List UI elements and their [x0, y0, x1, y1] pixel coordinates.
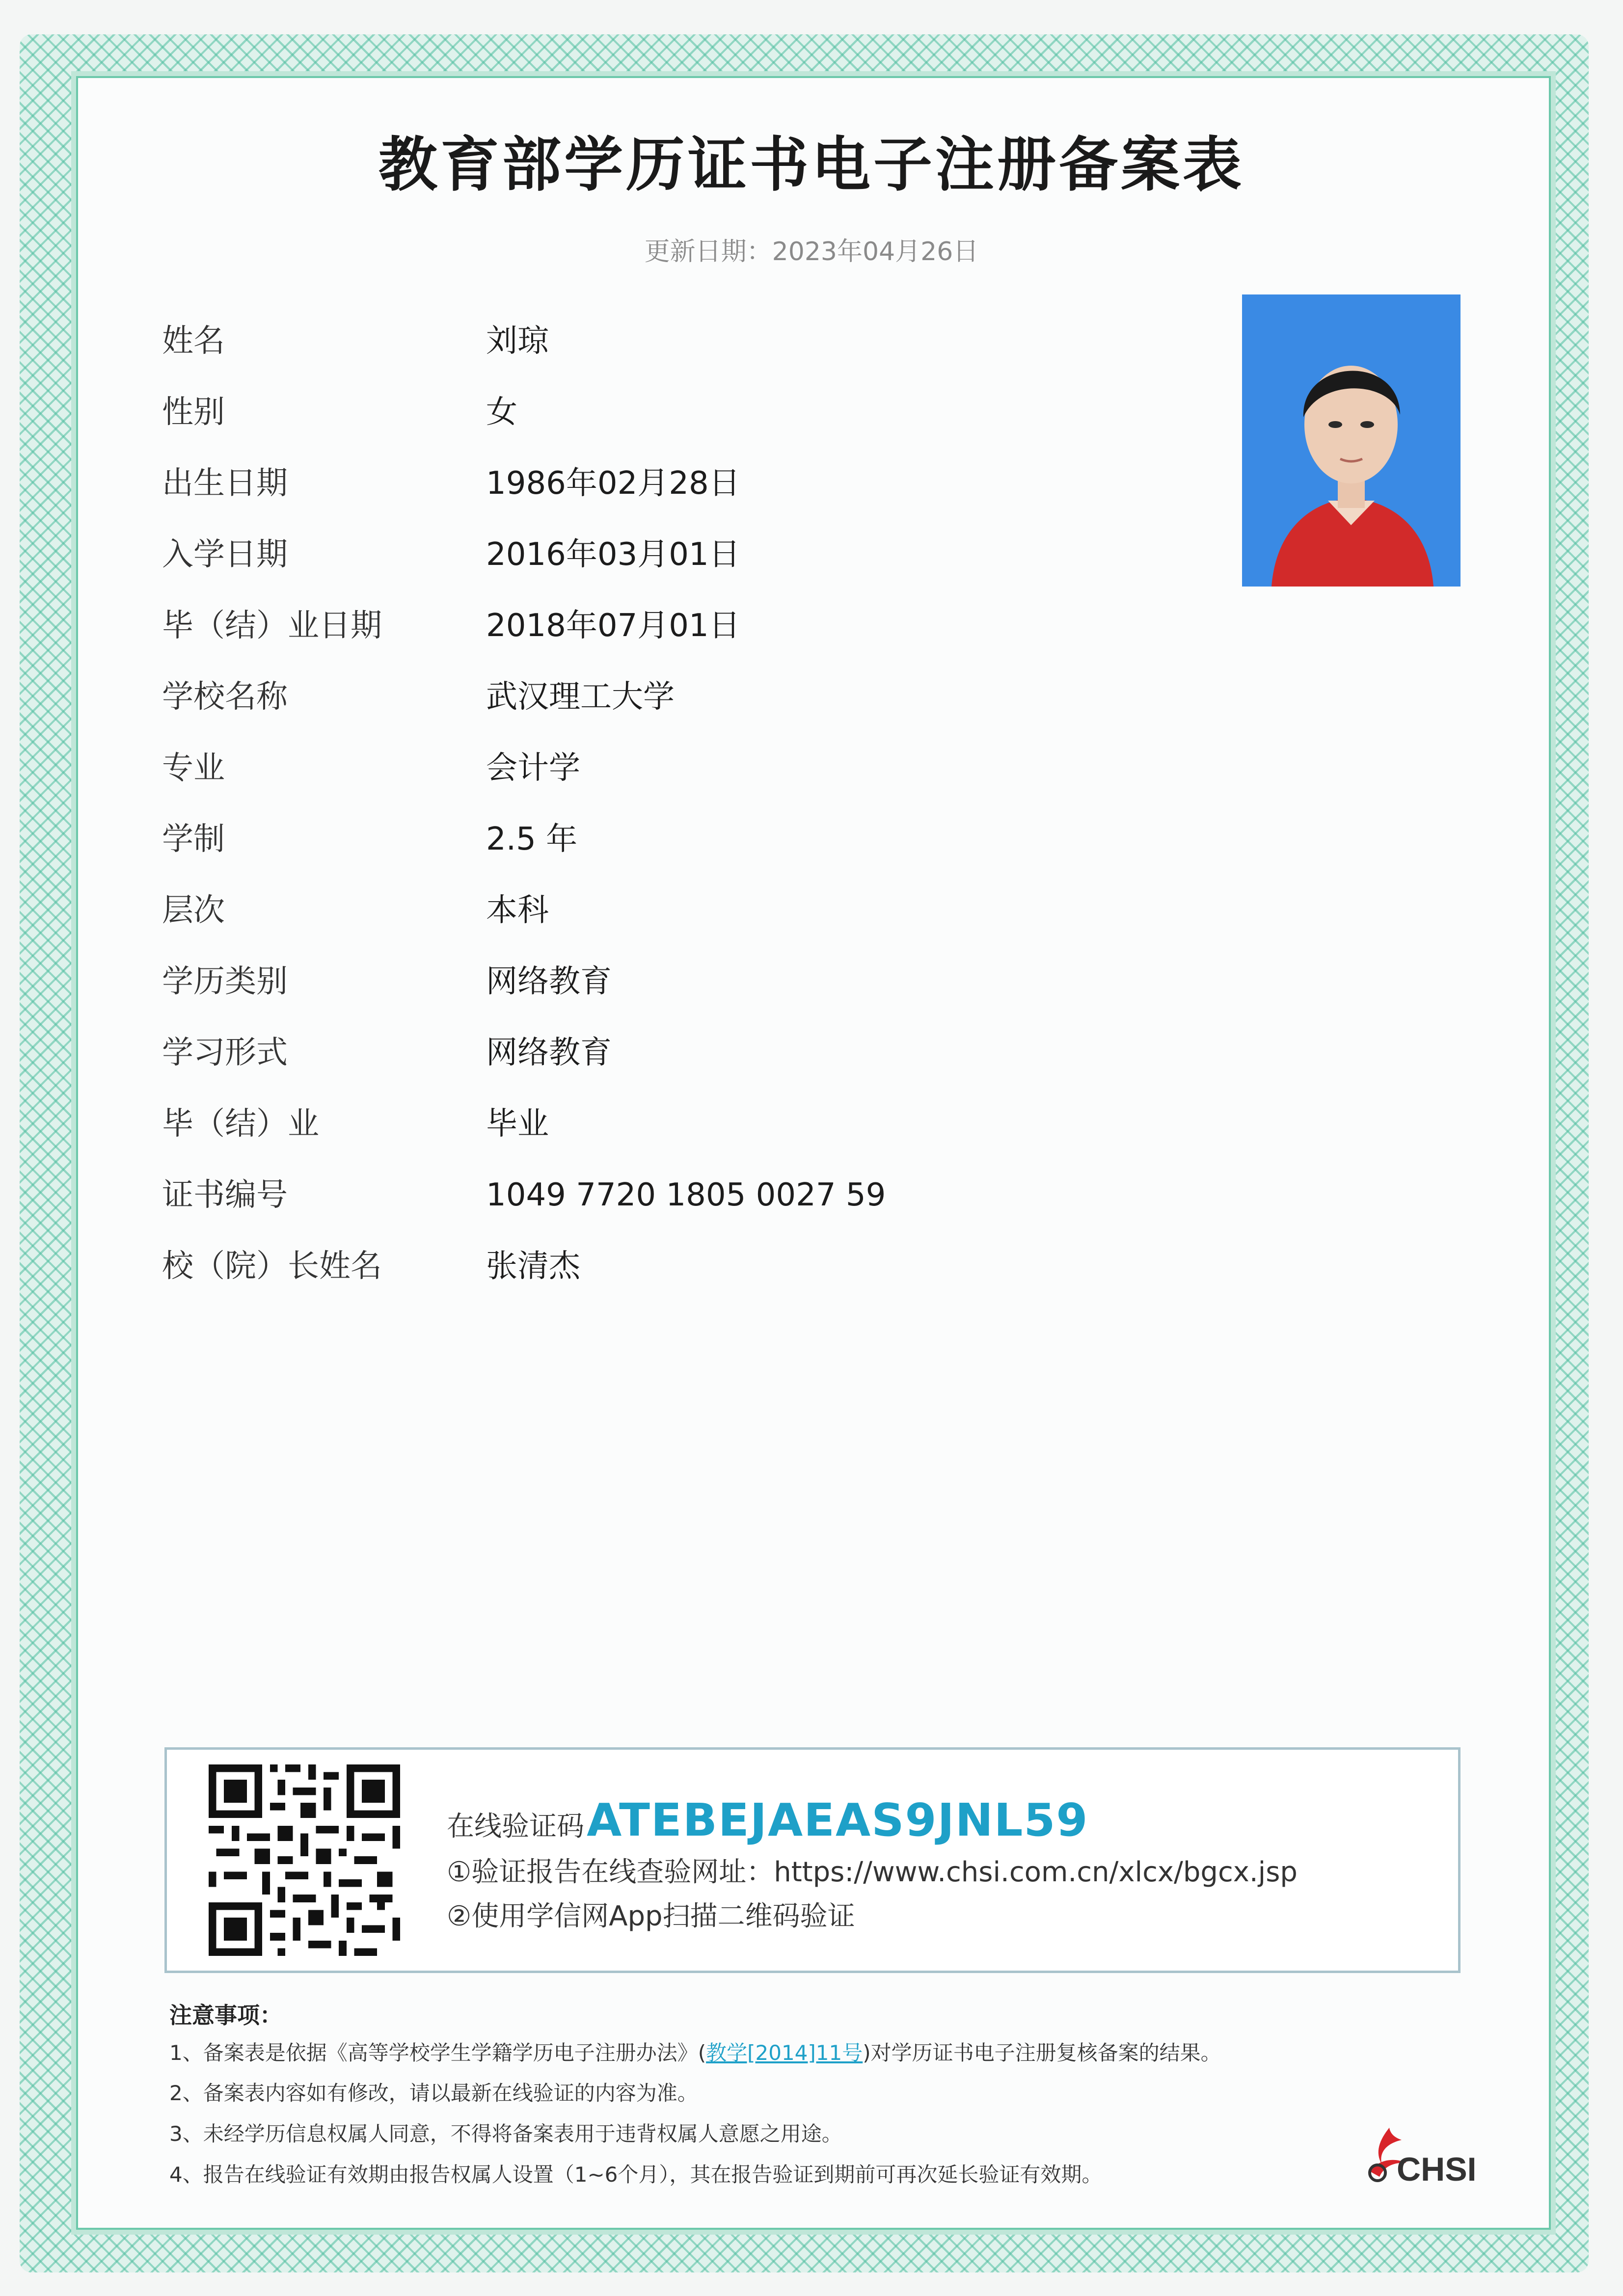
field-value: 2016年03月01日 — [486, 536, 740, 573]
field-label: 入学日期 — [162, 536, 288, 573]
field-value: 1049 7720 1805 0027 59 — [486, 1177, 886, 1213]
chsi-logo — [1365, 2118, 1502, 2191]
field-label: 姓名 — [162, 323, 225, 359]
verification-panel — [164, 1747, 1461, 1973]
verification-code-label: 在线验证码 — [447, 1811, 584, 1842]
field-label: 毕（结）业 — [162, 1106, 319, 1142]
field-value: 毕业 — [486, 1106, 549, 1142]
field-value: 网络教育 — [486, 1035, 612, 1071]
field-value: 女 — [486, 394, 517, 430]
field-value: 2018年07月01日 — [486, 608, 740, 644]
id-photo — [1242, 294, 1461, 587]
update-date: 更新日期：2023年04月26日 — [644, 237, 979, 267]
verification-url-instruction: ①验证报告在线查验网址：https://www.chsi.com.cn/xlcx/bgcx.jsp — [447, 1856, 1298, 1888]
document-title: 教育部学历证书电子注册备案表 — [379, 131, 1244, 199]
note-item: 3、未经学历信息权属人同意，不得将备案表用于违背权属人意愿之用途。 — [169, 2122, 842, 2146]
field-value: 1986年02月28日 — [486, 465, 740, 502]
field-label: 证书编号 — [162, 1177, 288, 1213]
note-text: )对学历证书电子注册复核备案的结果。 — [863, 2041, 1221, 2065]
verification-code-line — [447, 1794, 1088, 1846]
note-text: 1、备案表是依据《高等学校学生学籍学历电子注册办法》( — [169, 2041, 706, 2065]
verification-app-instruction: ②使用学信网App扫描二维码验证 — [447, 1900, 855, 1932]
field-value: 张清杰 — [486, 1248, 580, 1284]
chsi-logo-text: CHSI — [1397, 2151, 1477, 2188]
note-item: 2、备案表内容如有修改，请以最新在线验证的内容为准。 — [169, 2081, 698, 2105]
field-value: 2.5 年 — [486, 821, 578, 857]
field-label: 学校名称 — [162, 679, 288, 715]
field-label: 专业 — [162, 750, 225, 786]
field-value: 本科 — [486, 892, 549, 929]
field-value: 刘琼 — [486, 323, 549, 359]
field-label: 学历类别 — [162, 963, 288, 1000]
field-label: 校（院）长姓名 — [162, 1248, 382, 1284]
field-value: 武汉理工大学 — [486, 679, 675, 715]
note-item — [169, 2037, 1221, 2066]
notes-title: 注意事项： — [169, 2002, 282, 2029]
field-value: 会计学 — [486, 750, 580, 786]
field-label: 毕（结）业日期 — [162, 608, 382, 644]
field-label: 学习形式 — [162, 1035, 288, 1071]
verification-code[interactable]: ATEBEJAEAS9JNL59 — [587, 1794, 1089, 1846]
field-value: 网络教育 — [486, 963, 612, 1000]
field-label: 性别 — [162, 394, 225, 430]
note-item: 4、报告在线验证有效期由报告权属人设置（1~6个月），其在报告验证到期前可再次延长验证有效期。 — [169, 2163, 1103, 2187]
qr-code[interactable] — [209, 1764, 400, 1956]
field-label: 层次 — [162, 892, 225, 929]
field-label: 出生日期 — [162, 465, 288, 502]
regulation-link[interactable]: 教学[2014]11号 — [706, 2041, 863, 2065]
field-label: 学制 — [162, 821, 225, 857]
